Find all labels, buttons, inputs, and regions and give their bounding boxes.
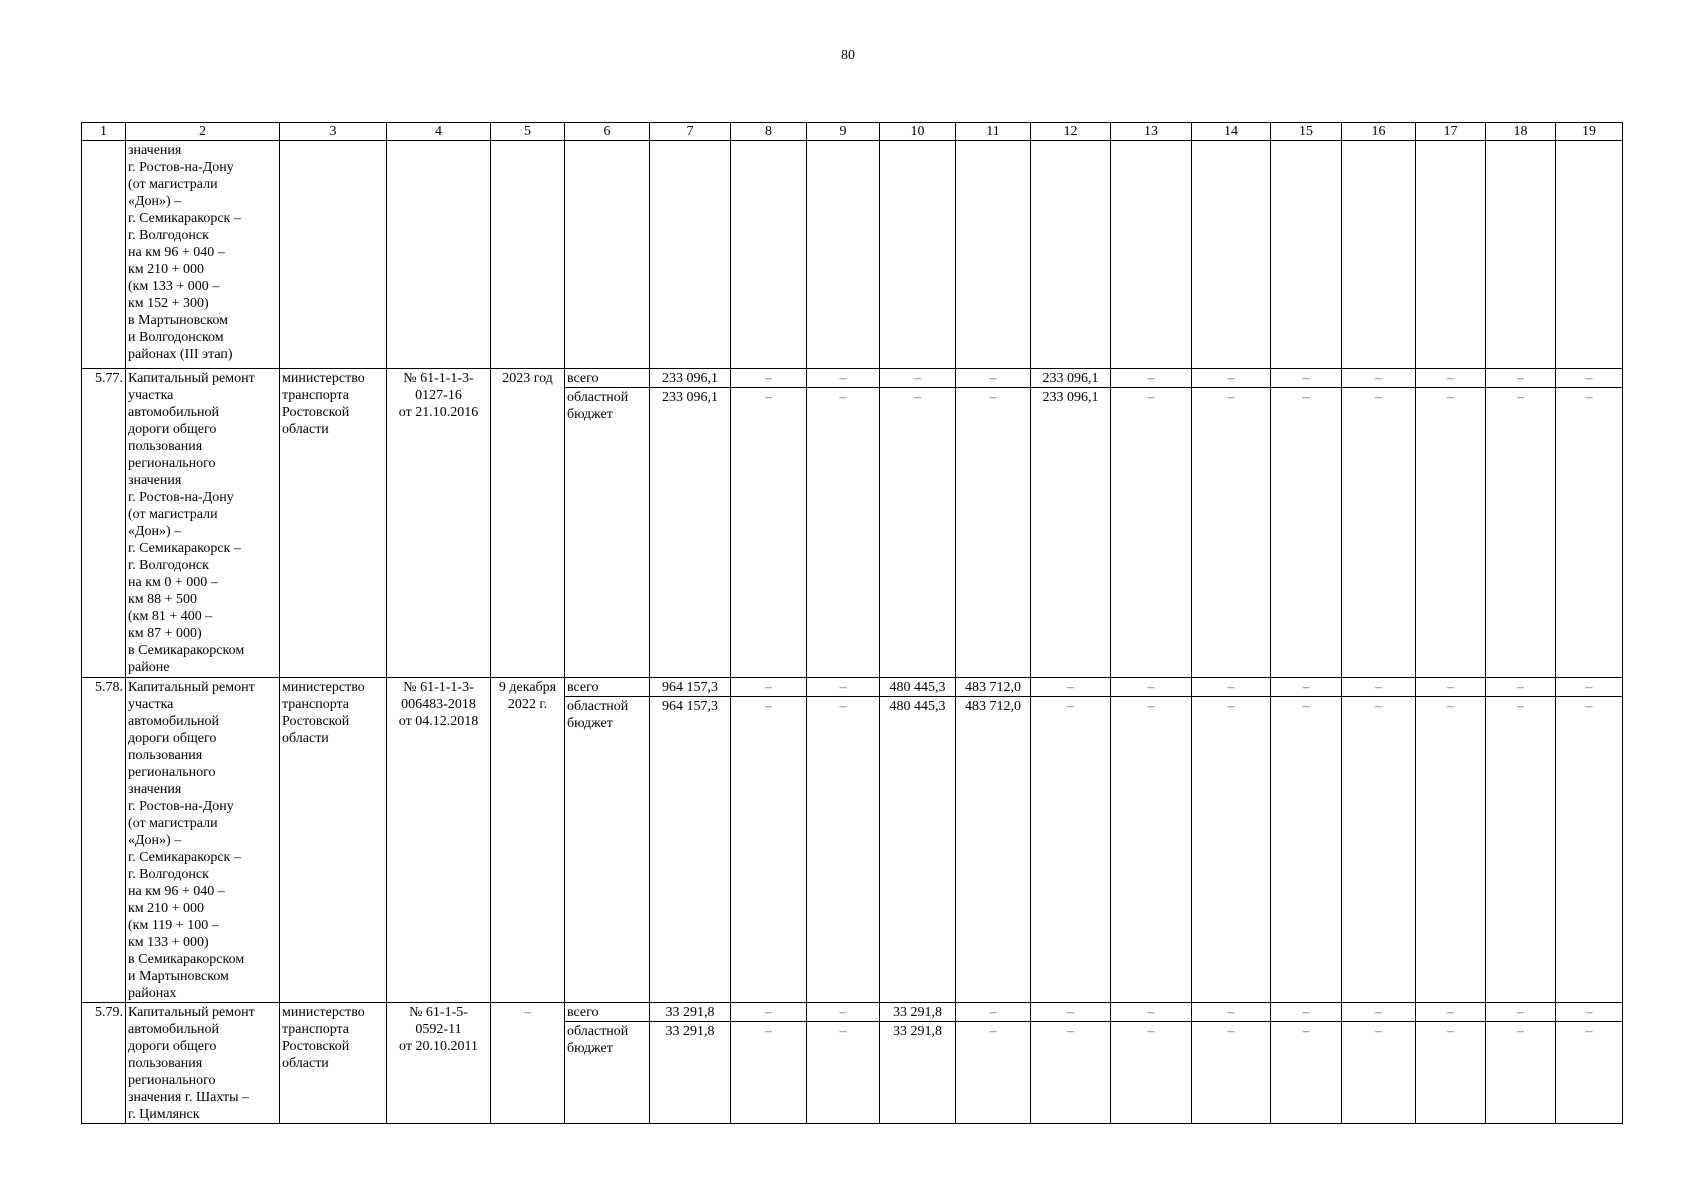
customer: министерство транспорта Ростовской области xyxy=(280,1003,387,1124)
value-cell: – xyxy=(1416,697,1486,1003)
value-cell: – xyxy=(731,369,807,388)
expertise-document: № 61-1-1-3- 006483-2018 от 04.12.2018 xyxy=(387,678,491,1003)
value-cell: – xyxy=(731,1022,807,1124)
value-cell: – xyxy=(1111,1022,1192,1124)
value-cell: – xyxy=(1342,678,1416,697)
value-cell: – xyxy=(1556,678,1623,697)
page-number: 80 xyxy=(841,48,855,63)
completion-date: 2023 год xyxy=(491,369,565,678)
customer: министерство транспорта Ростовской области xyxy=(280,369,387,678)
value-cell: 483 712,0 xyxy=(956,678,1031,697)
value-cell: – xyxy=(807,1022,880,1124)
value-cell: – xyxy=(1342,697,1416,1003)
column-number: 13 xyxy=(1111,123,1192,141)
value-cell: 483 712,0 xyxy=(956,697,1031,1003)
object-description: Капитальный ремонт автомобильной дороги общего пользования регионального значения г. Шахты – г. Цимлянск xyxy=(126,1003,280,1124)
value-cell: – xyxy=(1111,388,1192,678)
value-cell: 33 291,8 xyxy=(650,1003,731,1022)
value-cell: – xyxy=(1342,1022,1416,1124)
object-description: значения г. Ростов-на-Дону (от магистрали «Дон») – г. Семикаракорск – г. Волгодонск на км 96 + 040 – км 210 + 000 (км 133 + 000 – км 152 + 300) в Мартыновском и Волгодонском районах (III этап) xyxy=(126,141,280,369)
value-cell: – xyxy=(1192,369,1271,388)
completion-date: 9 декабря 2022 г. xyxy=(491,678,565,1003)
object-description: Капитальный ремонт участка автомобильной дороги общего пользования регионального значения г. Ростов-на-Дону (от магистрали «Дон») – г. Семикаракорск – г. Волгодонск на км 96 + 040 – км 210 + 000 (км 119 + 100 – км 133 + 000) в Семикаракорском и Мартыновском районах xyxy=(126,678,280,1003)
value-cell: – xyxy=(731,697,807,1003)
column-number: 12 xyxy=(1031,123,1111,141)
column-number: 14 xyxy=(1192,123,1271,141)
value-cell: – xyxy=(1486,388,1556,678)
column-number: 3 xyxy=(280,123,387,141)
column-number: 1 xyxy=(82,123,126,141)
column-number: 8 xyxy=(731,123,807,141)
value-cell: – xyxy=(1416,369,1486,388)
object-description: Капитальный ремонт участка автомобильной дороги общего пользования регионального значения г. Ростов-на-Дону (от магистрали «Дон») – г. Семикаракорск – г. Волгодонск на км 0 + 000 – км 88 + 500 (км 81 + 400 – км 87 + 000) в Семикаракорском районе xyxy=(126,369,280,678)
value-cell: – xyxy=(1192,678,1271,697)
value-cell: – xyxy=(1556,369,1623,388)
column-number-row xyxy=(82,123,1623,141)
column-number: 19 xyxy=(1556,123,1623,141)
value-cell: – xyxy=(1031,697,1111,1003)
value-cell: – xyxy=(1556,388,1623,678)
value-cell: – xyxy=(1111,697,1192,1003)
value-cell: – xyxy=(807,369,880,388)
value-cell: – xyxy=(1192,1022,1271,1124)
value-cell: – xyxy=(1416,388,1486,678)
value-cell: 964 157,3 xyxy=(650,697,731,1003)
value-cell: 33 291,8 xyxy=(880,1003,956,1022)
funding-source: областной бюджет xyxy=(565,388,650,678)
column-number: 5 xyxy=(491,123,565,141)
value-cell: – xyxy=(1486,1003,1556,1022)
value-cell: – xyxy=(956,1022,1031,1124)
column-number: 6 xyxy=(565,123,650,141)
value-cell: – xyxy=(1031,1022,1111,1124)
funding-source: областной бюджет xyxy=(565,697,650,1003)
value-cell: – xyxy=(1342,1003,1416,1022)
value-cell: 233 096,1 xyxy=(650,388,731,678)
value-cell: – xyxy=(956,388,1031,678)
value-cell: 233 096,1 xyxy=(650,369,731,388)
value-cell: – xyxy=(1271,388,1342,678)
value-cell: – xyxy=(1486,369,1556,388)
column-number: 18 xyxy=(1486,123,1556,141)
column-number: 2 xyxy=(126,123,280,141)
value-cell: – xyxy=(956,1003,1031,1022)
value-cell: – xyxy=(1031,678,1111,697)
value-cell: – xyxy=(807,1003,880,1022)
value-cell: 480 445,3 xyxy=(880,697,956,1003)
value-cell: – xyxy=(807,697,880,1003)
column-number: 7 xyxy=(650,123,731,141)
value-cell: – xyxy=(807,388,880,678)
column-number: 10 xyxy=(880,123,956,141)
value-cell: 480 445,3 xyxy=(880,678,956,697)
item-number: 5.77. xyxy=(82,369,126,678)
expertise-document: № 61-1-5- 0592-11 от 20.10.2011 xyxy=(387,1003,491,1124)
customer: министерство транспорта Ростовской области xyxy=(280,678,387,1003)
value-cell: – xyxy=(1556,1003,1623,1022)
value-cell: – xyxy=(1342,369,1416,388)
value-cell: 964 157,3 xyxy=(650,678,731,697)
value-cell: – xyxy=(1486,1022,1556,1124)
value-cell: – xyxy=(1271,369,1342,388)
column-number: 17 xyxy=(1416,123,1486,141)
value-cell: – xyxy=(1111,1003,1192,1022)
table-row xyxy=(82,1003,1623,1022)
value-cell: – xyxy=(1192,1003,1271,1022)
value-cell: 33 291,8 xyxy=(880,1022,956,1124)
expertise-document: № 61-1-1-3- 0127-16 от 21.10.2016 xyxy=(387,369,491,678)
value-cell: – xyxy=(1416,1022,1486,1124)
value-cell: – xyxy=(956,369,1031,388)
value-cell: – xyxy=(1416,678,1486,697)
item-number: 5.79. xyxy=(82,1003,126,1124)
table-row xyxy=(82,678,1623,697)
funding-source: всего xyxy=(565,678,650,697)
funding-source: всего xyxy=(565,1003,650,1022)
value-cell: – xyxy=(731,388,807,678)
value-cell: – xyxy=(880,388,956,678)
value-cell: – xyxy=(1111,678,1192,697)
value-cell: 233 096,1 xyxy=(1031,388,1111,678)
continuation-row xyxy=(82,141,1623,369)
table-row xyxy=(82,369,1623,388)
value-cell: – xyxy=(1192,697,1271,1003)
value-cell: – xyxy=(1486,697,1556,1003)
value-cell: – xyxy=(1271,678,1342,697)
funding-source: областной бюджет xyxy=(565,1022,650,1124)
value-cell: – xyxy=(1416,1003,1486,1022)
value-cell: – xyxy=(1342,388,1416,678)
column-number: 9 xyxy=(807,123,880,141)
column-number: 15 xyxy=(1271,123,1342,141)
value-cell: 233 096,1 xyxy=(1031,369,1111,388)
column-number: 16 xyxy=(1342,123,1416,141)
value-cell: – xyxy=(731,1003,807,1022)
value-cell: – xyxy=(1192,388,1271,678)
value-cell: – xyxy=(1271,1003,1342,1022)
column-number: 11 xyxy=(956,123,1031,141)
completion-date: – xyxy=(491,1003,565,1124)
value-cell: – xyxy=(1111,369,1192,388)
value-cell: – xyxy=(807,678,880,697)
value-cell: – xyxy=(1556,697,1623,1003)
budget-table xyxy=(81,122,1623,1124)
column-number: 4 xyxy=(387,123,491,141)
value-cell: – xyxy=(1271,697,1342,1003)
item-number: 5.78. xyxy=(82,678,126,1003)
value-cell: – xyxy=(731,678,807,697)
value-cell: – xyxy=(880,369,956,388)
funding-source: всего xyxy=(565,369,650,388)
value-cell: – xyxy=(1486,678,1556,697)
value-cell: – xyxy=(1271,1022,1342,1124)
value-cell: 33 291,8 xyxy=(650,1022,731,1124)
value-cell: – xyxy=(1031,1003,1111,1022)
value-cell: – xyxy=(1556,1022,1623,1124)
